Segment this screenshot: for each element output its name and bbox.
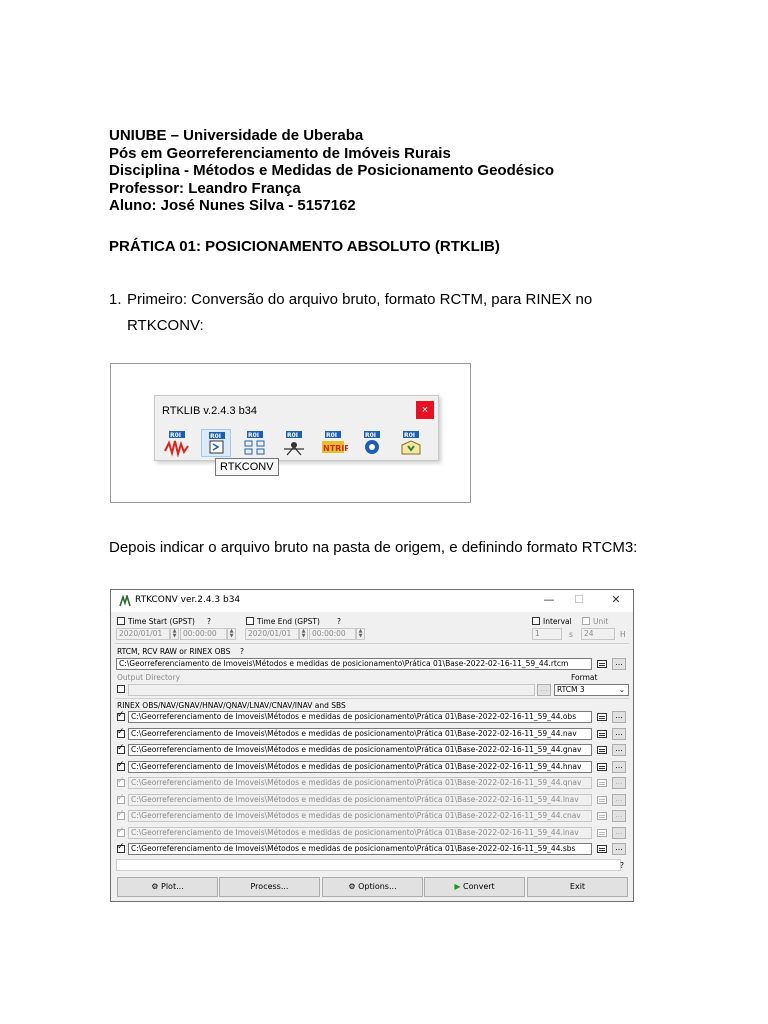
- svg-text:R0I: R0I: [404, 432, 416, 439]
- convert-button[interactable]: [424, 877, 525, 897]
- output-checkbox[interactable]: [117, 713, 125, 721]
- divider: [115, 643, 629, 644]
- time-start-label: Time Start (GPST): [128, 617, 195, 626]
- output-checkbox[interactable]: [117, 730, 125, 738]
- output-file-field[interactable]: C:\Georreferenciamento de Imoveis\Métodos e medidas de posicionamento\Prática 01\Base-2022-02-16-11_59_44.nav: [128, 728, 592, 740]
- time-start-help[interactable]: ?: [207, 617, 211, 626]
- svg-text:R0I: R0I: [326, 432, 338, 439]
- end-date-field[interactable]: 2020/01/01: [245, 628, 299, 640]
- rtknavi-icon[interactable]: [240, 429, 270, 457]
- browse-output-file-button[interactable]: ...: [612, 761, 626, 773]
- rtkconv-app-icon: [119, 595, 131, 607]
- time-end-help[interactable]: ?: [337, 617, 341, 626]
- view-file-icon[interactable]: [597, 763, 607, 771]
- svg-text:R0I: R0I: [248, 432, 260, 439]
- interval-label: Interval: [543, 617, 572, 626]
- close-icon[interactable]: ×: [416, 401, 434, 419]
- process-button[interactable]: [219, 877, 320, 897]
- process-label: Process...: [250, 882, 289, 891]
- format-select[interactable]: [554, 684, 629, 696]
- divider: [115, 698, 629, 699]
- svg-text:R0I: R0I: [210, 433, 222, 440]
- rtklib-launcher-window: [154, 395, 439, 461]
- output-directory-checkbox[interactable]: [117, 685, 125, 693]
- output-file-field[interactable]: C:\Georreferenciamento de Imoveis\Métodos e medidas de posicionamento\Prática 01\Base-2022-02-16-11_59_44.hnav: [128, 761, 592, 773]
- end-time-spinner[interactable]: ▲ ▼: [356, 628, 365, 640]
- plot-label: Plot...: [161, 882, 184, 891]
- end-time-field[interactable]: 00:00:00: [309, 628, 356, 640]
- unit-label: Unit: [593, 617, 609, 626]
- exit-label: Exit: [569, 882, 586, 891]
- browse-output-file-button[interactable]: ...: [612, 794, 626, 806]
- step-text-line2: RTKCONV:: [127, 317, 204, 334]
- header-discipline: Disciplina - Métodos e Medidas de Posicionamento Geodésico: [109, 162, 555, 179]
- rtkplot-icon[interactable]: [162, 429, 192, 457]
- rtklib-launcher-screenshot: [110, 363, 471, 503]
- output-checkbox[interactable]: [117, 763, 125, 771]
- browse-output-file-button[interactable]: ...: [612, 777, 626, 789]
- ntrip-icon[interactable]: [318, 429, 348, 457]
- rtkconv-tooltip: RTKCONV: [215, 458, 279, 476]
- output-file-field[interactable]: C:\Georreferenciamento de Imoveis\Métodos e medidas de posicionamento\Prática 01\Base-2022-02-16-11_59_44.sbs: [128, 843, 592, 855]
- paragraph-2: Depois indicar o arquivo bruto na pasta de origem, e definindo formato RTCM3:: [109, 539, 638, 556]
- plot-icon: ⚙: [151, 882, 161, 891]
- svg-text:R0I: R0I: [365, 432, 377, 439]
- rtkconv-icon[interactable]: [201, 429, 231, 457]
- plot-button[interactable]: [117, 877, 218, 897]
- browse-output-file-button[interactable]: ...: [612, 810, 626, 822]
- time-start-checkbox[interactable]: [117, 617, 125, 625]
- start-date-spinner[interactable]: ▲ ▼: [170, 628, 179, 640]
- view-file-icon[interactable]: [597, 812, 607, 820]
- interval-select[interactable]: 1: [532, 628, 562, 640]
- output-directory-label: Output Directory: [117, 673, 181, 682]
- launcher-title: RTKLIB v.2.4.3 b34: [162, 405, 257, 417]
- output-directory-field[interactable]: [128, 684, 535, 696]
- status-help[interactable]: ?: [620, 861, 624, 870]
- status-bar: [116, 859, 621, 871]
- start-date-field[interactable]: 2020/01/01: [116, 628, 170, 640]
- interval-unit: s: [569, 630, 573, 639]
- browse-output-file-button[interactable]: ...: [612, 843, 626, 855]
- output-file-field[interactable]: C:\Georreferenciamento de Imoveis\Métodos e medidas de posicionamento\Prática 01\Base-2022-02-16-11_59_44.cnav: [128, 810, 592, 822]
- rtkconv-window: [110, 589, 634, 902]
- output-file-field[interactable]: C:\Georreferenciamento de Imoveis\Métodos e medidas de posicionamento\Prática 01\Base-2022-02-16-11_59_44.gnav: [128, 744, 592, 756]
- document-header: [109, 127, 554, 215]
- input-file-help[interactable]: ?: [240, 647, 244, 656]
- view-file-icon[interactable]: [597, 845, 607, 853]
- start-time-spinner[interactable]: ▲ ▼: [227, 628, 236, 640]
- section-title: PRÁTICA 01: POSICIONAMENTO ABSOLUTO (RTKLIB): [109, 238, 500, 255]
- view-file-icon[interactable]: [597, 779, 607, 787]
- format-label: Format: [571, 673, 598, 682]
- chevron-down-icon: ⌄: [618, 685, 625, 694]
- outputs-label: RINEX OBS/NAV/GNAV/HNAV/QNAV/LNAV/CNAV/INAV and SBS: [117, 701, 346, 710]
- time-end-checkbox[interactable]: [246, 617, 254, 625]
- view-file-icon[interactable]: [597, 829, 607, 837]
- browse-output-file-button[interactable]: ...: [612, 827, 626, 839]
- rtkconv-title: RTKCONV ver.2.4.3 b34: [135, 595, 241, 605]
- output-checkbox[interactable]: [117, 829, 125, 837]
- rtkconv-titlebar: [111, 590, 633, 612]
- output-checkbox[interactable]: [117, 796, 125, 804]
- output-checkbox[interactable]: [117, 812, 125, 820]
- view-file-icon[interactable]: [597, 746, 607, 754]
- rtkpost-icon[interactable]: [279, 429, 309, 457]
- output-checkbox[interactable]: [117, 845, 125, 853]
- end-date-spinner[interactable]: ▲ ▼: [299, 628, 308, 640]
- unit-checkbox[interactable]: [582, 617, 590, 625]
- rtkget-icon[interactable]: [396, 429, 426, 457]
- step-text-line1: Primeiro: Conversão do arquivo bruto, formato RCTM, para RINEX no: [127, 291, 593, 308]
- output-checkbox[interactable]: [117, 746, 125, 754]
- options-label: Options...: [358, 882, 397, 891]
- header-course: Pós em Georreferenciamento de Imóveis Rurais: [109, 144, 451, 162]
- time-end-label: Time End (GPST): [257, 617, 320, 626]
- browse-output-file-button[interactable]: ...: [612, 744, 626, 756]
- exit-button[interactable]: [527, 877, 628, 897]
- output-checkbox[interactable]: [117, 779, 125, 787]
- minimize-icon[interactable]: —: [543, 593, 555, 606]
- maximize-icon[interactable]: ☐: [574, 593, 584, 606]
- view-file-icon[interactable]: [597, 713, 607, 721]
- play-icon: ▶: [454, 882, 464, 891]
- output-file-field[interactable]: C:\Georreferenciamento de Imoveis\Métodos e medidas de posicionamento\Prática 01\Base-2022-02-16-11_59_44.lnav: [128, 794, 592, 806]
- browse-output-file-button[interactable]: ...: [612, 711, 626, 723]
- svg-text:NTRIP: NTRIP: [323, 444, 348, 453]
- output-file-field[interactable]: C:\Georreferenciamento de Imoveis\Métodos e medidas de posicionamento\Prática 01\Base-2022-02-16-11_59_44.inav: [128, 827, 592, 839]
- options-button[interactable]: [322, 877, 423, 897]
- header-institution: UNIUBE – Universidade de Uberaba: [109, 127, 364, 144]
- start-time-field[interactable]: 00:00:00: [180, 628, 227, 640]
- convert-label: Convert: [463, 882, 495, 891]
- format-select-value: RTCM 3: [557, 685, 585, 694]
- view-file-icon[interactable]: [597, 796, 607, 804]
- header-student: Aluno: José Nunes Silva - 5157162: [109, 197, 356, 214]
- input-file-label: RTCM, RCV RAW or RINEX OBS: [117, 647, 231, 656]
- step-1: [109, 287, 592, 339]
- header-professor: Professor: Leandro França: [109, 179, 301, 197]
- close-icon[interactable]: ✕: [611, 593, 621, 606]
- svg-text:R0I: R0I: [287, 432, 299, 439]
- launcher-toolbar: [162, 429, 426, 457]
- view-file-icon[interactable]: [597, 730, 607, 738]
- unit-suffix: H: [620, 630, 626, 639]
- gear-icon: ⚙: [348, 882, 359, 891]
- step-number: 1.: [109, 291, 122, 308]
- output-file-field[interactable]: C:\Georreferenciamento de Imoveis\Métodos e medidas de posicionamento\Prática 01\Base-2022-02-16-11_59_44.qnav: [128, 777, 592, 789]
- browse-output-button[interactable]: ...: [537, 684, 551, 696]
- svg-text:R0I: R0I: [170, 432, 182, 439]
- browse-output-file-button[interactable]: ...: [612, 728, 626, 740]
- interval-checkbox[interactable]: [532, 617, 540, 625]
- browse-input-button[interactable]: ...: [612, 658, 626, 670]
- view-file-icon[interactable]: [597, 660, 607, 668]
- output-file-field[interactable]: C:\Georreferenciamento de Imoveis\Métodos e medidas de posicionamento\Prática 01\Base-2022-02-16-11_59_44.obs: [128, 711, 592, 723]
- unit-field[interactable]: 24: [581, 628, 615, 640]
- input-file-field[interactable]: C:\Georreferenciamento de Imoveis\Métodos e medidas de posicionamento\Prática 01\Base-2022-02-16-11_59_44.rtcm: [116, 658, 592, 670]
- strsvr-icon[interactable]: [357, 429, 387, 457]
